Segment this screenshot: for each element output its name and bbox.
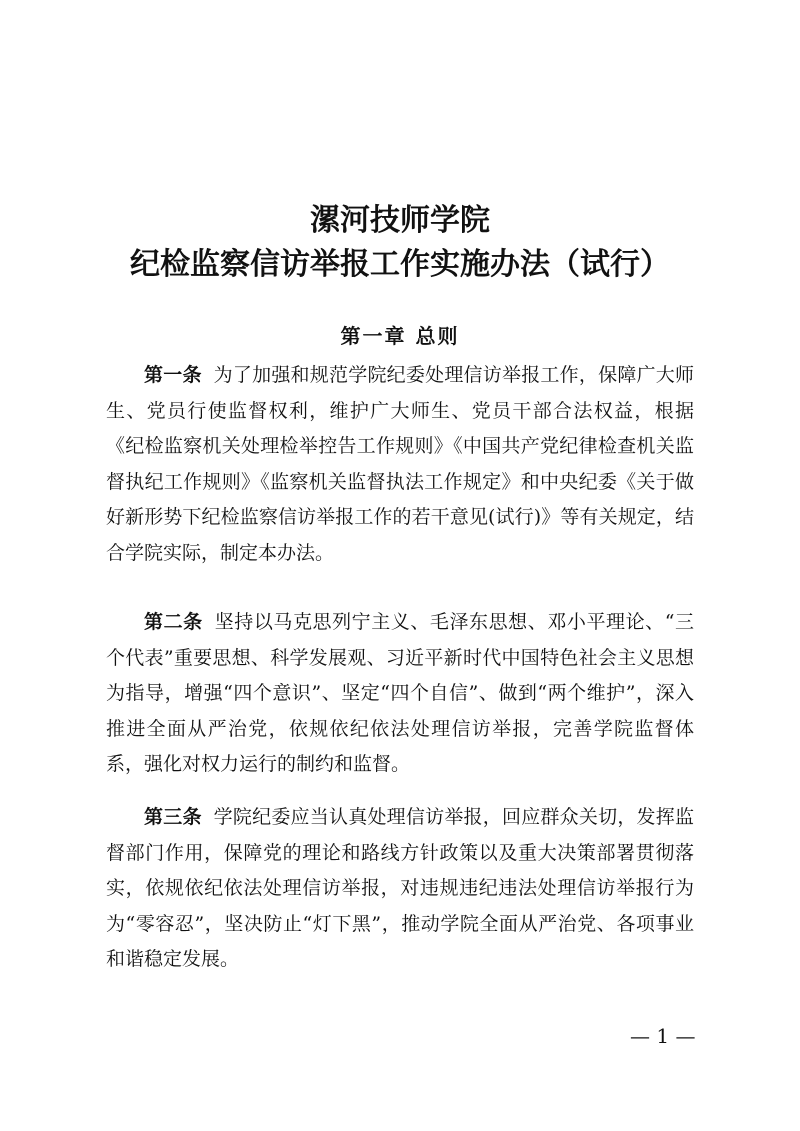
article-1-label: 第一条	[144, 364, 202, 386]
article-3-text: 学院纪委应当认真处理信访举报，回应群众关切，发挥监督部门作用，保障党的理论和路线方针政策以及重大决策部署贯彻落实，依规依纪依法处理信访举报，对违规违纪违法处理信访举报行为为“零容忍”，坚决防止“灯下黑”，推动学院全面从严治党、各项事业和谐稳定发展。	[106, 806, 694, 970]
article-2-label: 第二条	[144, 611, 203, 633]
page-number: — 1 —	[630, 1024, 696, 1048]
document-title-line-2: 纪检监察信访举报工作实施办法（试行）	[130, 247, 670, 282]
article-2-text: 坚持以马克思列宁主义、毛泽东思想、邓小平理论、“三个代表”重要思想、科学发展观、习近平新时代中国特色社会主义思想为指导，增强“四个意识”、坚定“四个自信”、做到“两个维护”，深入推进全面从严治党，依规依纪依法处理信访举报，完善学院监督体系，强化对权力运行的制约和监督。	[106, 611, 694, 775]
chapter-heading: 第一章 总则	[340, 324, 460, 348]
article-3	[106, 800, 694, 978]
article-2	[106, 605, 694, 783]
article-1-text: 为了加强和规范学院纪委处理信访举报工作，保障广大师生、党员行使监督权利，维护广大师生、党员干部合法权益，根据《纪检监察机关处理检举控告工作规则》《中国共产党纪律检查机关监督执纪工作规则》《监察机关监督执法工作规定》和中央纪委《关于做好新形势下纪检监察信访举报工作的若干意见(试行)》等有关规定，结合学院实际，制定本办法。	[106, 364, 694, 564]
article-3-label: 第三条	[144, 806, 202, 828]
document-title-line-1: 漯河技师学院	[310, 203, 490, 238]
article-1	[106, 358, 694, 571]
